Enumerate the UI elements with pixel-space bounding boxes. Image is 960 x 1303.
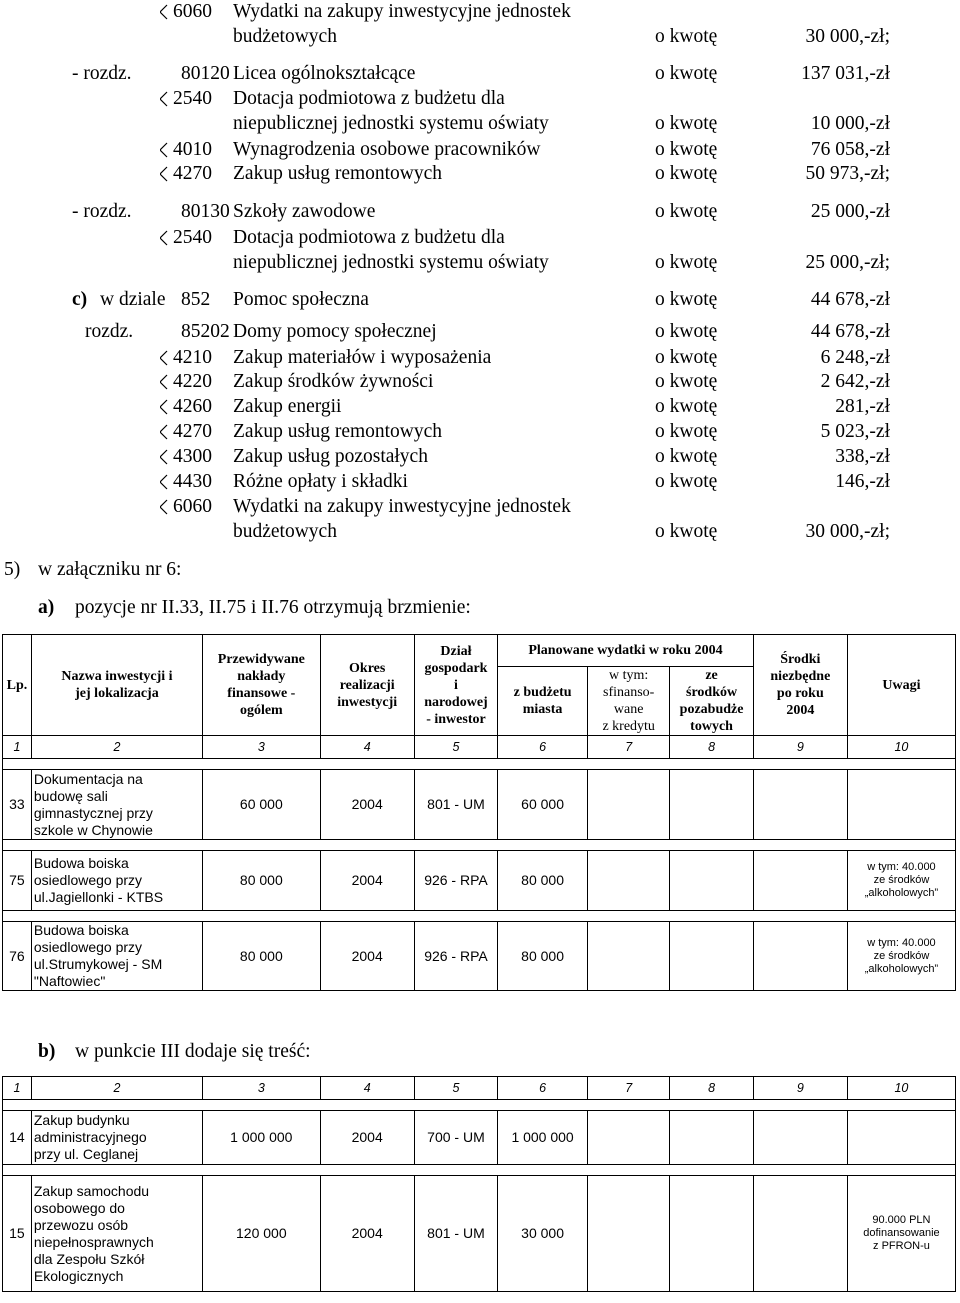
column-number: 7: [588, 736, 670, 759]
amount-label: o kwotę: [655, 347, 718, 368]
line-description: Zakup usług remontowych: [233, 421, 443, 442]
amount-label: o kwotę: [655, 139, 718, 160]
header-line: niezbędne: [770, 669, 831, 684]
amount-label: o kwotę: [655, 321, 718, 342]
header-line: inwestycji: [337, 694, 398, 710]
amount-label: o kwotę: [655, 26, 718, 47]
subsection-letter: a): [38, 597, 55, 618]
row-dept: 926 - RPA: [414, 922, 497, 991]
header-line: po roku: [776, 686, 824, 701]
row-budget: 1 000 000: [498, 1111, 588, 1165]
amount-value: 30 000,-zł;: [805, 521, 890, 542]
name-line: Zakup samochodu: [33, 1182, 150, 1199]
header-line: w tym:: [609, 668, 649, 683]
column-numbers-row: [3, 1077, 956, 1100]
header-line: sfinanso-: [603, 685, 655, 700]
row-dept: 926 - RPA: [414, 851, 497, 911]
list-arrow-icon: [160, 374, 168, 390]
amount-value: 44 678,-zł: [810, 321, 890, 342]
name-line: przy ul. Ceglanej: [33, 1146, 139, 1162]
row-period: 2004: [320, 1111, 414, 1165]
row-budget: 80 000: [498, 922, 588, 991]
row-dept: 700 - UM: [414, 1111, 497, 1165]
name-line: Budowa boiska: [33, 922, 129, 938]
header-line: 2004: [786, 703, 815, 718]
row-budget: 80 000: [498, 851, 588, 911]
row-cost: 80 000: [203, 851, 321, 911]
amount-value: 76 058,-zł: [810, 139, 890, 160]
line-description: Wynagrodzenia osobowe pracowników: [233, 139, 541, 160]
amount-label: o kwotę: [655, 446, 718, 467]
notes-line: „alkoholowych”: [864, 962, 939, 975]
list-arrow-icon: [160, 399, 168, 415]
col-needed-header: [753, 635, 847, 736]
section-letter: c): [72, 289, 88, 310]
name-line: osiedlowego przy: [33, 939, 143, 955]
name-line: administracyjnego: [33, 1129, 147, 1145]
column-number: 3: [203, 736, 321, 759]
amount-label: o kwotę: [655, 396, 718, 417]
name-line: osobowego do: [33, 1199, 125, 1216]
header-line: wane: [613, 702, 644, 717]
amount-value: 338,-zł: [835, 446, 890, 467]
amount-label: o kwotę: [655, 163, 718, 184]
line-description: Zakup energii: [233, 396, 342, 417]
chapter-prefix: rozdz.: [85, 321, 134, 342]
line-description: Wydatki na zakupy inwestycyjne jednostek: [233, 1, 571, 22]
row-period: 2004: [320, 851, 414, 911]
notes-line: ze środków: [873, 949, 930, 962]
notes-line: dofinansowanie: [863, 1227, 940, 1239]
header-line: z kredytu: [602, 719, 655, 734]
row-notes: [847, 770, 955, 840]
row-notes: [847, 851, 955, 911]
col-period-header: [320, 635, 414, 736]
name-line: przewozu osób: [33, 1216, 129, 1233]
budget-code: 4270: [173, 421, 212, 442]
name-line: Zakup budynku: [33, 1112, 130, 1128]
budget-code: 4010: [173, 139, 212, 160]
row-name: [31, 922, 202, 991]
amount-value: 10 000,-zł: [810, 113, 890, 134]
column-number: 9: [753, 1077, 847, 1100]
table-row: [3, 770, 956, 840]
row-dept: 801 - UM: [414, 770, 497, 840]
column-number: 10: [847, 736, 955, 759]
list-arrow-icon: [160, 4, 168, 20]
header-line: Przewidywane: [217, 652, 305, 667]
row-notes: [847, 922, 955, 991]
notes-line: „alkoholowych”: [864, 887, 939, 899]
name-line: budowę sali: [33, 787, 108, 804]
header-line: Okres: [349, 660, 386, 676]
list-arrow-icon: [160, 474, 168, 490]
column-number: 5: [414, 736, 497, 759]
budget-code: 2540: [173, 88, 212, 109]
budget-code: 6060: [173, 1, 212, 22]
subsection-letter: b): [38, 1041, 56, 1062]
col-budget-header: [498, 667, 588, 736]
line-description: Zakup usług pozostałych: [233, 446, 428, 467]
notes-line: ze środków: [873, 874, 930, 886]
budget-code: 2540: [173, 227, 212, 248]
row-notes: [847, 1176, 955, 1292]
line-description: Zakup usług remontowych: [233, 163, 443, 184]
budget-code: 4430: [173, 471, 212, 492]
subsection-title: pozycje nr II.33, II.75 i II.76 otrzymują brzmienie:: [75, 597, 471, 618]
line-description: Dotacja podmiotowa z budżetu dla: [233, 88, 505, 109]
list-arrow-icon: [160, 166, 168, 182]
amount-value: 50 973,-zł;: [805, 163, 890, 184]
header-line: Dział: [440, 643, 472, 659]
row-lp: 75: [3, 851, 32, 911]
row-lp: 33: [3, 770, 32, 840]
column-number: 1: [3, 1077, 32, 1100]
header-line: jej lokalizacja: [75, 686, 159, 701]
amount-label: o kwotę: [655, 252, 718, 273]
row-period: 2004: [320, 922, 414, 991]
name-line: osiedlowego przy: [33, 872, 143, 888]
header-line: pozabudże: [679, 702, 744, 717]
amount-label: o kwotę: [655, 63, 718, 84]
header-line: Środki: [780, 652, 821, 667]
name-line: niepełnosprawnych: [33, 1233, 154, 1250]
name-line: gimnastycznej przy: [33, 804, 153, 821]
investment-table: [2, 634, 956, 991]
amount-value: 146,-zł: [835, 471, 890, 492]
row-name: [31, 770, 202, 840]
line-description-cont: budżetowych: [233, 26, 337, 47]
header-line: i: [454, 677, 458, 693]
budget-code: 85202: [181, 321, 230, 342]
header-line: finansowe -: [227, 686, 296, 701]
row-name: [31, 1176, 202, 1292]
budget-code: 4220: [173, 371, 212, 392]
amount-label: o kwotę: [655, 201, 718, 222]
section-number: 5): [4, 559, 21, 580]
header-line: nakłady: [237, 669, 286, 684]
line-description: Licea ogólnokształcące: [233, 63, 416, 84]
name-line: ul.Jagiellonki - KTBS: [33, 889, 164, 905]
amount-label: o kwotę: [655, 471, 718, 492]
notes-line: w tym: 40.000: [867, 861, 936, 873]
row-cost: 60 000: [203, 770, 321, 840]
column-number: 6: [498, 1077, 588, 1100]
line-description: Wydatki na zakupy inwestycyjne jednostek: [233, 496, 571, 517]
column-number: 8: [670, 1077, 753, 1100]
list-arrow-icon: [160, 424, 168, 440]
header-line: towych: [690, 719, 733, 734]
row-budget: 30 000: [498, 1176, 588, 1292]
amount-value: 137 031,-zł: [801, 63, 890, 84]
budget-code: 4270: [173, 163, 212, 184]
row-name: [31, 851, 202, 911]
name-line: Dokumentacja na: [33, 770, 143, 787]
amount-label: o kwotę: [655, 521, 718, 542]
column-number: 3: [203, 1077, 321, 1100]
name-line: "Naftowiec": [33, 973, 106, 989]
amount-label: o kwotę: [655, 113, 718, 134]
column-number: 4: [320, 1077, 414, 1100]
row-lp: 14: [3, 1111, 32, 1165]
notes-line: z PFRON-u: [873, 1240, 930, 1252]
col-name-header: [31, 635, 202, 736]
line-description-cont: niepublicznej jednostki systemu oświaty: [233, 252, 549, 273]
line-description: Zakup środków żywności: [233, 371, 434, 392]
table-row: [3, 922, 956, 991]
column-number: 6: [498, 736, 588, 759]
amount-value: 30 000,-zł;: [805, 26, 890, 47]
amount-value: 6 248,-zł: [820, 347, 890, 368]
subsection-title: w punkcie III dodaje się treść:: [75, 1041, 311, 1062]
budget-code: 80130: [181, 201, 230, 222]
row-cost: 80 000: [203, 922, 321, 991]
name-line: Ekologicznych: [33, 1267, 124, 1284]
header-line: ze: [705, 668, 718, 683]
row-budget: 60 000: [498, 770, 588, 840]
list-arrow-icon: [160, 350, 168, 366]
line-description: Dotacja podmiotowa z budżetu dla: [233, 227, 505, 248]
col-lp-header: Lp.: [3, 635, 32, 736]
name-line: ul.Strumykowej - SM: [33, 956, 163, 972]
row-name: [31, 1111, 202, 1165]
column-number: 2: [31, 736, 202, 759]
new-investment-table: [2, 1076, 956, 1292]
header-line: z budżetu: [513, 685, 572, 700]
header-line: narodowej: [424, 694, 488, 710]
header-line: - inwestor: [426, 711, 486, 727]
header-line: realizacji: [339, 677, 395, 693]
name-line: szkole w Chynowie: [33, 821, 153, 838]
budget-code: 80120: [181, 63, 230, 84]
table-row: [3, 1111, 956, 1165]
list-arrow-icon: [160, 499, 168, 515]
name-line: Budowa boiska: [33, 855, 129, 871]
col-credit-header: [588, 667, 670, 736]
column-number: 9: [753, 736, 847, 759]
list-arrow-icon: [160, 91, 168, 107]
chapter-prefix: - rozdz.: [72, 201, 132, 222]
col-external-header: [670, 667, 753, 736]
header-line: ogólem: [239, 703, 283, 718]
list-arrow-icon: [160, 230, 168, 246]
chapter-prefix: w dziale: [100, 289, 166, 310]
column-number: 1: [3, 736, 32, 759]
row-lp: 15: [3, 1176, 32, 1292]
amount-value: 281,-zł: [835, 396, 890, 417]
row-period: 2004: [320, 770, 414, 840]
header-line: Nazwa inwestycji i: [61, 669, 173, 684]
line-description-cont: budżetowych: [233, 521, 337, 542]
col-cost-header: [203, 635, 321, 736]
notes-line: 90.000 PLN: [872, 1214, 931, 1226]
budget-code: 4210: [173, 347, 212, 368]
list-arrow-icon: [160, 449, 168, 465]
amount-label: o kwotę: [655, 289, 718, 310]
row-cost: 120 000: [203, 1176, 321, 1292]
header-line: gospodark: [424, 660, 488, 676]
budget-code: 4300: [173, 446, 212, 467]
line-description: Domy pomocy społecznej: [233, 321, 437, 342]
amount-value: 25 000,-zł: [810, 201, 890, 222]
budget-code: 852: [181, 289, 211, 310]
amount-value: 44 678,-zł: [810, 289, 890, 310]
table-row: [3, 851, 956, 911]
column-number: 8: [670, 736, 753, 759]
amount-label: o kwotę: [655, 421, 718, 442]
budget-code: 4260: [173, 396, 212, 417]
col-dept-header: [414, 635, 497, 736]
column-number: 7: [588, 1077, 670, 1100]
line-description: Pomoc społeczna: [233, 289, 369, 310]
header-line: miasta: [522, 702, 563, 717]
row-notes: [847, 1111, 955, 1165]
row-dept: 801 - UM: [414, 1176, 497, 1292]
column-number: 4: [320, 736, 414, 759]
line-description: Różne opłaty i składki: [233, 471, 408, 492]
budget-code: 6060: [173, 496, 212, 517]
column-number: 10: [847, 1077, 955, 1100]
section-title: w załączniku nr 6:: [38, 559, 182, 580]
amount-label: o kwotę: [655, 371, 718, 392]
column-number: 2: [31, 1077, 202, 1100]
row-cost: 1 000 000: [203, 1111, 321, 1165]
planned-spending-header: Planowane wydatki w roku 2004: [498, 635, 754, 667]
amount-value: 25 000,-zł;: [805, 252, 890, 273]
amount-value: 5 023,-zł: [820, 421, 890, 442]
header-line: środków: [686, 685, 738, 700]
col-notes-header: Uwagi: [847, 635, 955, 736]
row-lp: 76: [3, 922, 32, 991]
row-period: 2004: [320, 1176, 414, 1292]
line-description: Szkoły zawodowe: [233, 201, 376, 222]
table-row: [3, 1176, 956, 1292]
amount-value: 2 642,-zł: [820, 371, 890, 392]
notes-line: w tym: 40.000: [867, 936, 936, 949]
name-line: dla Zespołu Szkół: [33, 1250, 145, 1267]
column-number: 5: [414, 1077, 497, 1100]
chapter-prefix: - rozdz.: [72, 63, 132, 84]
column-numbers-row: [3, 736, 956, 759]
line-description-cont: niepublicznej jednostki systemu oświaty: [233, 113, 549, 134]
list-arrow-icon: [160, 142, 168, 158]
line-description: Zakup materiałów i wyposażenia: [233, 347, 492, 368]
